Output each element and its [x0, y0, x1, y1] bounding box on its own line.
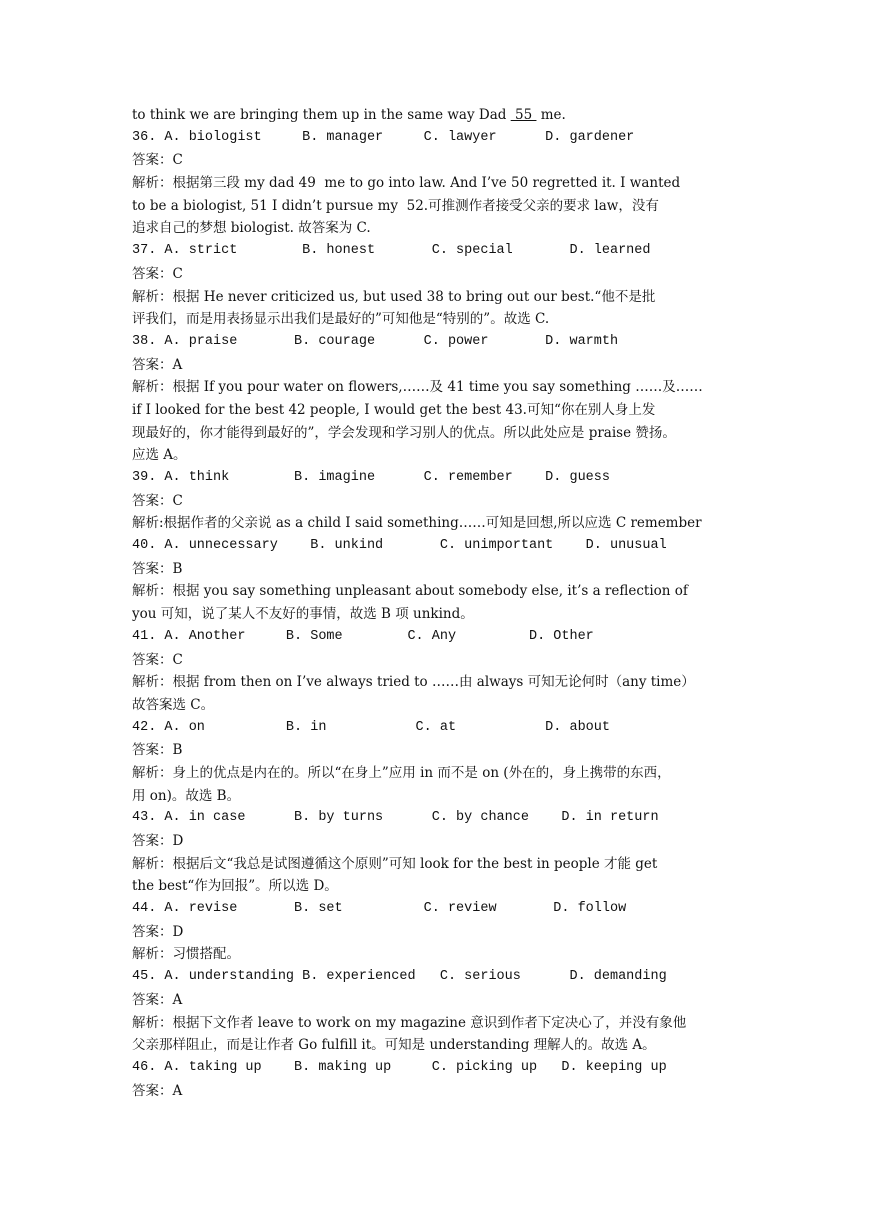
text-line: 评我们，而是用表扬显示出我们是最好的”可知他是“特别的”。故选 C. — [132, 311, 550, 328]
text-line: 解析:根据作者的父亲说 as a child I said something……可知是回想,所以应选 C remember — [132, 515, 702, 532]
intro-text-after: me. — [536, 107, 566, 123]
blank-55: 55 — [510, 107, 537, 123]
options-line: 45. A. understanding B. experienced C. serious D. demanding — [132, 969, 667, 985]
text-line: 应选 A。 — [132, 447, 187, 464]
options-line: 36. A. biologist B. manager C. lawyer D. gardener — [132, 129, 635, 145]
text-line: 解析：习惯搭配。 — [132, 946, 240, 963]
intro-text-before: to think we are bringing them up in the same way Dad — [132, 107, 511, 123]
intro-line — [132, 104, 738, 127]
text-line: 答案：A — [132, 356, 183, 373]
text-line: 答案：D — [132, 833, 184, 849]
options-line: 37. A. strict B. honest C. special D. learned — [132, 243, 651, 259]
text-line: 答案：B — [132, 560, 183, 577]
text-line: 解析：根据后文“我总是试图遵循这个原则”可知 look for the best in people 才能 get — [132, 855, 658, 872]
text-line: 答案：C — [132, 152, 183, 169]
text-line: 解析：根据第三段 my dad 49 me to go into law. And I’ve 50 regretted it. I wanted — [132, 175, 681, 192]
text-line: 故答案选 C。 — [132, 696, 215, 713]
options-line: 39. A. think B. imagine C. remember D. guess — [132, 470, 610, 485]
text-line: 解析：身上的优点是内在的。所以“在身上”应用 in 而不是 on (外在的，身上携带的东西， — [132, 764, 671, 781]
text-line: 解析：根据 you say something unpleasant about somebody else, it’s a reflection of — [132, 583, 688, 600]
options-line: 41. A. Another B. Some C. Any D. Other — [132, 628, 594, 644]
text-line: 答案：C — [132, 492, 183, 509]
text-line: 答案：C — [132, 651, 183, 668]
options-line: 38. A. praise B. courage C. power D. warmth — [132, 333, 619, 349]
text-line: 追求自己的梦想 biologist. 故答案为 C. — [132, 220, 371, 237]
options-line: 42. A. on B. in C. at D. about — [132, 719, 610, 735]
text-line: the best“作为回报”。所以选 D。 — [132, 878, 338, 895]
text-line: 答案：C — [132, 265, 183, 282]
text-line: 父亲那样阻止，而是让作者 Go fulfill it。可知是 understanding 理解人的。故选 A。 — [132, 1037, 656, 1054]
document-page — [132, 104, 738, 1102]
text-line: 解析：根据下文作者 leave to work on my magazine 意识到作者下定决心了，并没有象他 — [132, 1014, 687, 1031]
question-list — [132, 127, 738, 1103]
options-line: 40. A. unnecessary B. unkind C. unimportant D. unusual — [132, 538, 667, 554]
text-line: if I looked for the best 42 people, I would get the best 43.可知“你在别人身上发 — [132, 401, 656, 418]
text-line: 答案：A — [132, 1082, 183, 1099]
text-line: 答案：D — [132, 923, 184, 940]
text-line: to be a biologist, 51 I didn’t pursue my 52.可推测作者接受父亲的要求 law，没有 — [132, 197, 659, 214]
text-line: you 可知，说了某人不友好的事情，故选 B 项 unkind。 — [132, 606, 474, 623]
options-line: 43. A. in case B. by turns C. by chance D. in return — [132, 810, 659, 826]
text-line: 现最好的，你才能得到最好的”，学会发现和学习别人的优点。所以此处应是 praise 赞扬。 — [132, 424, 676, 441]
text-line: 答案：B — [132, 742, 183, 759]
text-line: 用 on)。故选 B。 — [132, 787, 241, 804]
text-line: 解析：根据 from then on I’ve always tried to ……由 always 可知无论何时（any time） — [132, 674, 695, 691]
text-line: 解析：根据 If you pour water on flowers,……及 41 time you say something ……及…… — [132, 379, 703, 396]
options-line: 44. A. revise B. set C. review D. follow — [132, 901, 627, 917]
text-line: 答案：A — [132, 991, 183, 1008]
options-line: 46. A. taking up B. making up C. picking up D. keeping up — [132, 1059, 667, 1075]
text-line: 解析：根据 He never criticized us, but used 38 to bring out our best.“他不是批 — [132, 288, 656, 305]
